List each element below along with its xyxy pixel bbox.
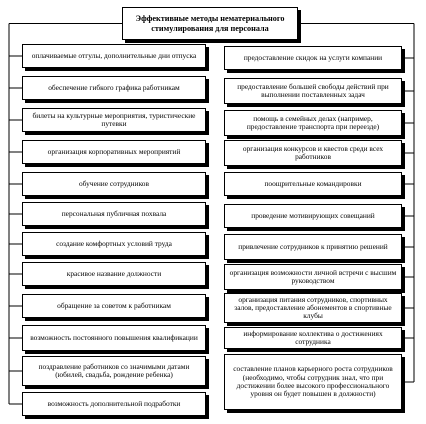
left-method-box: персональная публичная похвала xyxy=(22,202,206,226)
left-method-box: обращение за советом к работникам xyxy=(22,294,206,318)
right-method-box: поощрительные командировки xyxy=(224,172,402,196)
left-method-box: создание комфортных условий труда xyxy=(22,232,206,256)
right-method-box: организация конкурсов и квестов среди всех работников xyxy=(224,140,402,166)
right-method-box: организация питания сотрудников, спортивных залов, предоставление абонементов в спортивные клубы xyxy=(224,293,402,323)
left-method-box: поздравление работников со значимыми датами (юбилей, свадьба, рождение ребенка) xyxy=(22,356,206,386)
left-method-box: возможность постоянного повышения квалификации xyxy=(22,325,206,351)
right-method-box: привлечение сотрудников к принятию решений xyxy=(224,234,402,260)
right-method-box: предоставление большей свободы действий при выполнении поставленных задач xyxy=(224,78,402,104)
left-method-box: обеспечение гибкого графика работникам xyxy=(22,76,206,100)
left-method-box: билеты на культурные мероприятия, туристические путевки xyxy=(22,108,206,132)
left-method-box: обучение сотрудников xyxy=(22,172,206,196)
right-method-box: помощь в семейных делах (например, предоставление транспорта при переезде) xyxy=(224,110,402,136)
left-method-box: красивое название должности xyxy=(22,262,206,286)
left-method-box: возможность дополнительной подработки xyxy=(22,392,206,416)
right-method-box: составление планов карьерного роста сотрудников (необходимо, чтобы сотрудник знал, что при достижении более высокого профессионального уровня он будет повышен в должности) xyxy=(224,354,402,410)
right-method-box: проведение мотивирующих совещаний xyxy=(224,204,402,228)
right-method-box: информирование коллектива о достижениях сотрудника xyxy=(224,327,402,349)
right-method-box: предоставление скидок на услуги компании xyxy=(224,46,402,70)
left-method-box: организация корпоративных мероприятий xyxy=(22,140,206,164)
diagram-title: Эффективные методы нематериального стимулирования для персонала xyxy=(122,7,298,40)
left-method-box: оплачиваемые отгулы, дополнительные дни отпуска xyxy=(22,44,206,68)
right-method-box: организация возможности личной встречи с высшим руководством xyxy=(224,264,402,290)
